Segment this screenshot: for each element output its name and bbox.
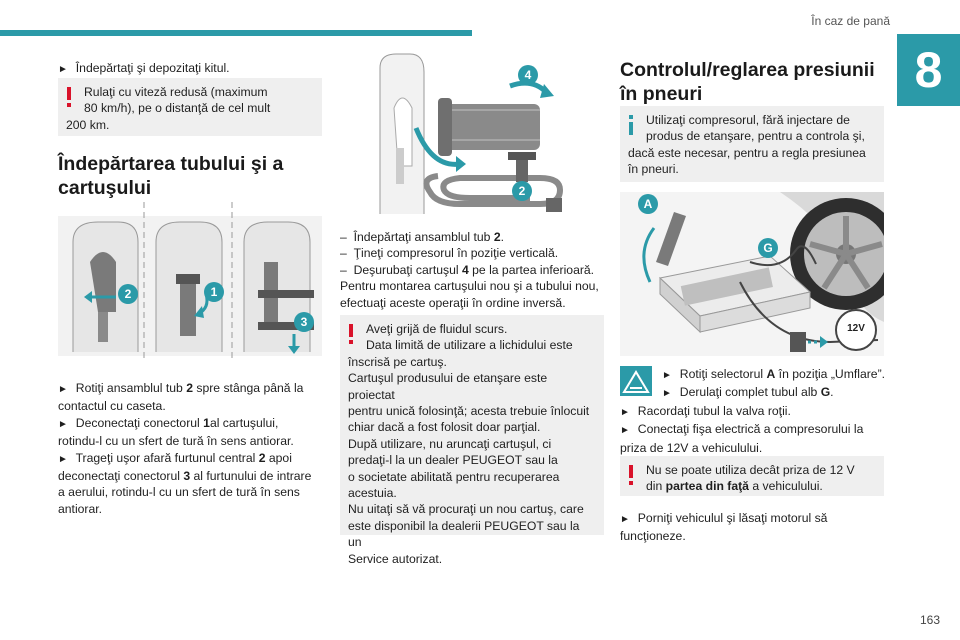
arrow-bullet-icon: ► (620, 425, 630, 437)
warning-cartridge-note: Aveţi grijă de fluidul scurs. Data limită de utilizare a lichidului este înscrisă pe cartuş. Cartuşul produsului de etanşare este proiectat pentru unică folosinţă; acesta trebuie înlocuit chiar dacă a fost folosit doar parţial. După utilizare, nu aruncaţi cartuşul, ci predaţi-l la un dealer PEUGEOT sau la o societate abilitată pentru recuperarea acestuia. Nu uitaţi să vă procuraţi un nou cartuş, care este disponibil la dealerii PEUGEOT sau la un Service autorizat. (340, 315, 604, 535)
figure-tube-removal (58, 202, 322, 360)
callout-2-tube: 2 (512, 181, 532, 201)
chapter-number-tab: 8 (897, 34, 960, 106)
warning-drive-note: Rulaţi cu viteză redusă (maximum 80 km/h), pe o distanţă de cel mult 200 km. (58, 78, 322, 136)
dash-remove-tube: – Îndepărtaţi ansamblul tub 2. (340, 230, 504, 244)
callout-1: 1 (204, 282, 224, 302)
tube-removal-illustration (58, 202, 322, 360)
dash-hold-vertical: – Ţineţi compresorul în poziţie verticală. (340, 246, 559, 261)
step-connect-plug: ► Conectaţi fişa electrică a compresorului la (620, 421, 890, 439)
warning-front-socket-note: Nu se poate utiliza decât priza de 12 V din partea din faţă a vehiculului. (620, 456, 884, 496)
info-icon (628, 115, 634, 135)
callout-2: 2 (118, 284, 138, 304)
compressor-mode-icon (620, 366, 652, 396)
arrow-bullet-icon: ► (620, 406, 630, 418)
arrow-bullet-icon: ► (58, 418, 68, 430)
callout-a: A (638, 194, 658, 214)
step-pull-hose: ► Trageţi uşor afară furtunul central 2 apoi (58, 450, 328, 468)
warning-icon (628, 465, 634, 485)
figure-cartridge-removal (340, 48, 604, 218)
step-disconnect-connector: ► Deconectaţi conectorul 1al cartuşului, (58, 415, 328, 433)
step-remove-kit: ► Îndepărtaţi şi depozitaţi kitul. (58, 60, 322, 78)
col3-steps: ► Rotiţi selectorul A în poziţia „Umflare”. ► Derulaţi complet tubul alb G. ► Racordaţi tubul la valva roţii. ► Conectaţi fişa electrică a compresorului la priza de 12V a vehiculului. (620, 366, 890, 456)
header-accent-bar (0, 30, 472, 36)
callout-4: 4 (518, 65, 538, 85)
info-compressor-note: Utilizaţi compresorul, fără injectare de produs de etanşare, pentru a controla şi, dacă este necesar, pentru a regla presiunea în pneuri. (620, 106, 884, 182)
tyre-pressure-icon (620, 366, 652, 396)
dash-unscrew-cartridge: – Deşurubaţi cartuşul 4 pe la partea inferioară. (340, 262, 595, 277)
callout-3: 3 (294, 312, 314, 332)
socket-12v-label: 12V (847, 323, 865, 334)
col2-steps: – Îndepărtaţi ansamblul tub 2. – Ţineţi compresorul în poziţie verticală. – Deşurubaţi cartuşul 4 pe la partea inferioară. Pentru montarea cartuşului nou şi a tubului nou, efectuaţi aceste operaţii în ordine inversă. (340, 229, 610, 311)
cartridge-removal-illustration (340, 48, 604, 218)
arrow-bullet-icon: ► (662, 370, 672, 381)
page-number: 163 (919, 613, 940, 627)
step-start-vehicle: ► Porniţi vehiculul şi lăsaţi motorul să (620, 510, 890, 528)
step-connect-valve: ► Racordaţi tubul la valva roţii. (620, 403, 890, 421)
warning-icon (348, 324, 354, 344)
callout-g: G (758, 238, 778, 258)
arrow-bullet-icon: ► (58, 64, 68, 75)
arrow-bullet-icon: ► (58, 453, 68, 465)
col3-final-step: ► Porniţi vehiculul şi lăsaţi motorul să funcţioneze. (620, 510, 890, 545)
section-title: În caz de pană (811, 14, 890, 28)
step-rotate-tube: ► Rotiţi ansamblul tub 2 spre stânga până la (58, 380, 328, 398)
arrow-bullet-icon: ► (620, 514, 630, 525)
step-rotate-selector: ► Rotiţi selectorul A în poziţia „Umflare”. (620, 366, 890, 384)
arrow-bullet-icon: ► (58, 384, 68, 395)
arrow-bullet-icon: ► (662, 388, 672, 400)
figure-compressor-wheel (620, 192, 884, 356)
col1-steps: ► Rotiţi ansamblul tub 2 spre stânga până la contactul cu caseta. ► Deconectaţi conectorul 1al cartuşului, rotindu-l cu un sfert de tură în sens antiorar. ► Trageţi uşor afară furtunul central 2 apoi deconectaţi conectorul 3 al furtunului de intrare a aerului, rotindu-l cu un sfert de tură în sens antiorar. (58, 380, 328, 517)
step-unroll-tube: ► Derulaţi complet tubul alb G. (620, 384, 890, 402)
heading-pressure-control: Controlul/reglarea presiunii în pneuri (620, 59, 875, 105)
heading-remove-tube: Îndepărtarea tubului şi a cartuşului (58, 153, 284, 199)
warning-icon (66, 87, 72, 107)
